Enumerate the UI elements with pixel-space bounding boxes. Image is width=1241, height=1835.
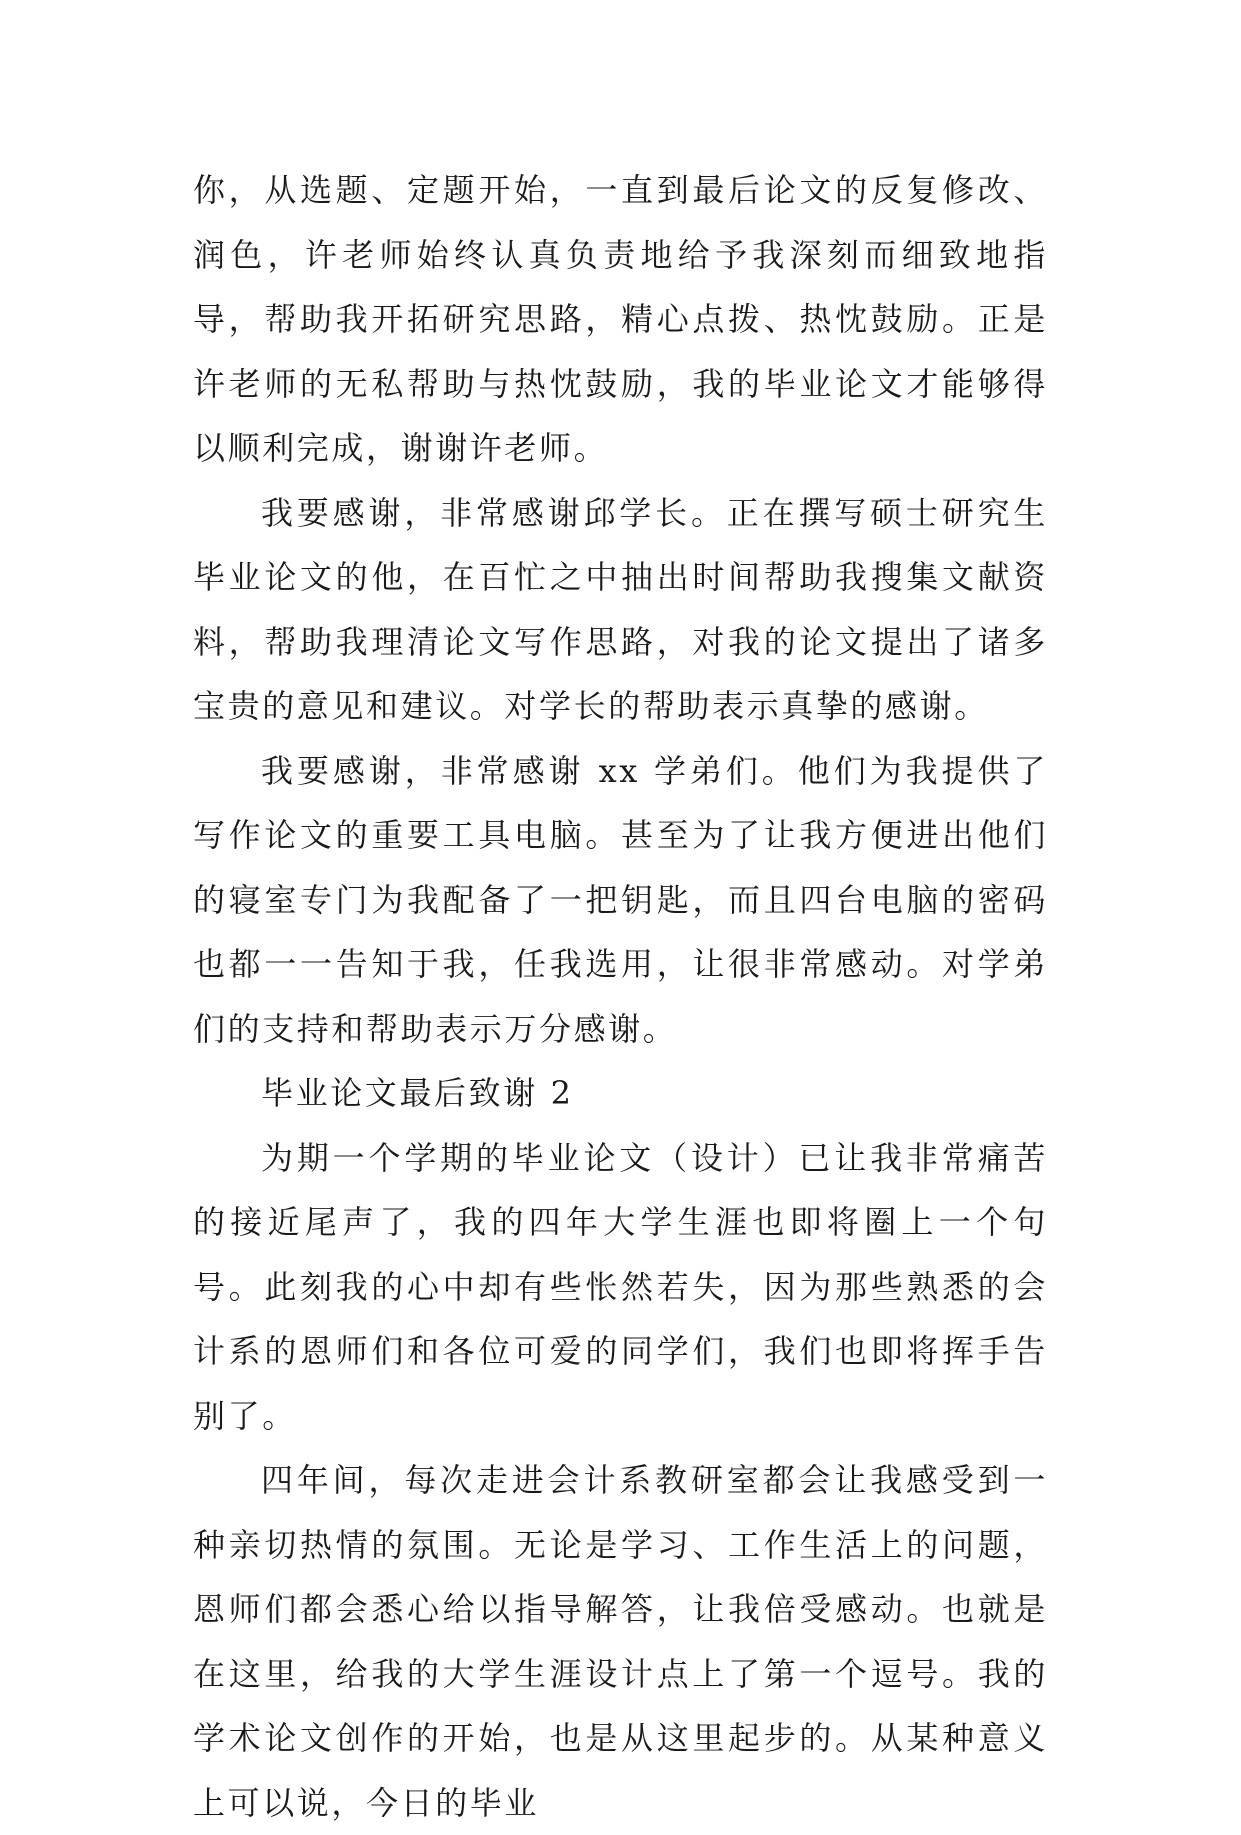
- paragraph-four-years: 四年间，每次走进会计系教研室都会让我感受到一种亲切热情的氛围。无论是学习、工作生活上的问题，恩师们都会悉心给以指导解答，让我倍受感动。也就是在这里，给我的大学生涯设计点上了第一个逗号。我的学术论文创作的开始，也是从这里起步的。从某种意义上可以说，今日的毕业: [193, 1461, 1048, 1822]
- paragraph-intro: 为期一个学期的毕业论文（设计）已让我非常痛苦的接近尾声了，我的四年大学生涯也即将圈上一个句号。此刻我的心中却有些怅然若失，因为那些熟悉的会计系的恩师们和各位可爱的同学们，我们也即将挥手告别了。: [193, 1138, 1048, 1435]
- section-heading: 毕业论文最后致谢 2: [261, 1074, 574, 1112]
- paragraph-thanks-senior: 我要感谢，非常感谢邱学长。正在撰写硕士研究生毕业论文的他，在百忙之中抽出时间帮助我搜集文献资料，帮助我理清论文写作思路，对我的论文提出了诸多宝贵的意见和建议。对学长的帮助表示真挚的感谢。: [193, 493, 1048, 725]
- paragraph-continuation: 你，从选题、定题开始，一直到最后论文的反复修改、润色，许老师始终认真负责地给予我深刻而细致地指导，帮助我开拓研究思路，精心点拨、热忱鼓励。正是许老师的无私帮助与热忱鼓励，我的毕业论文才能够得以顺利完成，谢谢许老师。: [193, 171, 1048, 467]
- document-body: [193, 158, 1048, 1835]
- paragraph-thanks-juniors: 我要感谢，非常感谢 xx 学弟们。他们为我提供了写作论文的重要工具电脑。甚至为了让我方便进出他们的寝室专门为我配备了一把钥匙，而且四台电脑的密码也都一一告知于我，任我选用，让很非常感动。对学弟们的支持和帮助表示万分感谢。: [193, 751, 1048, 1048]
